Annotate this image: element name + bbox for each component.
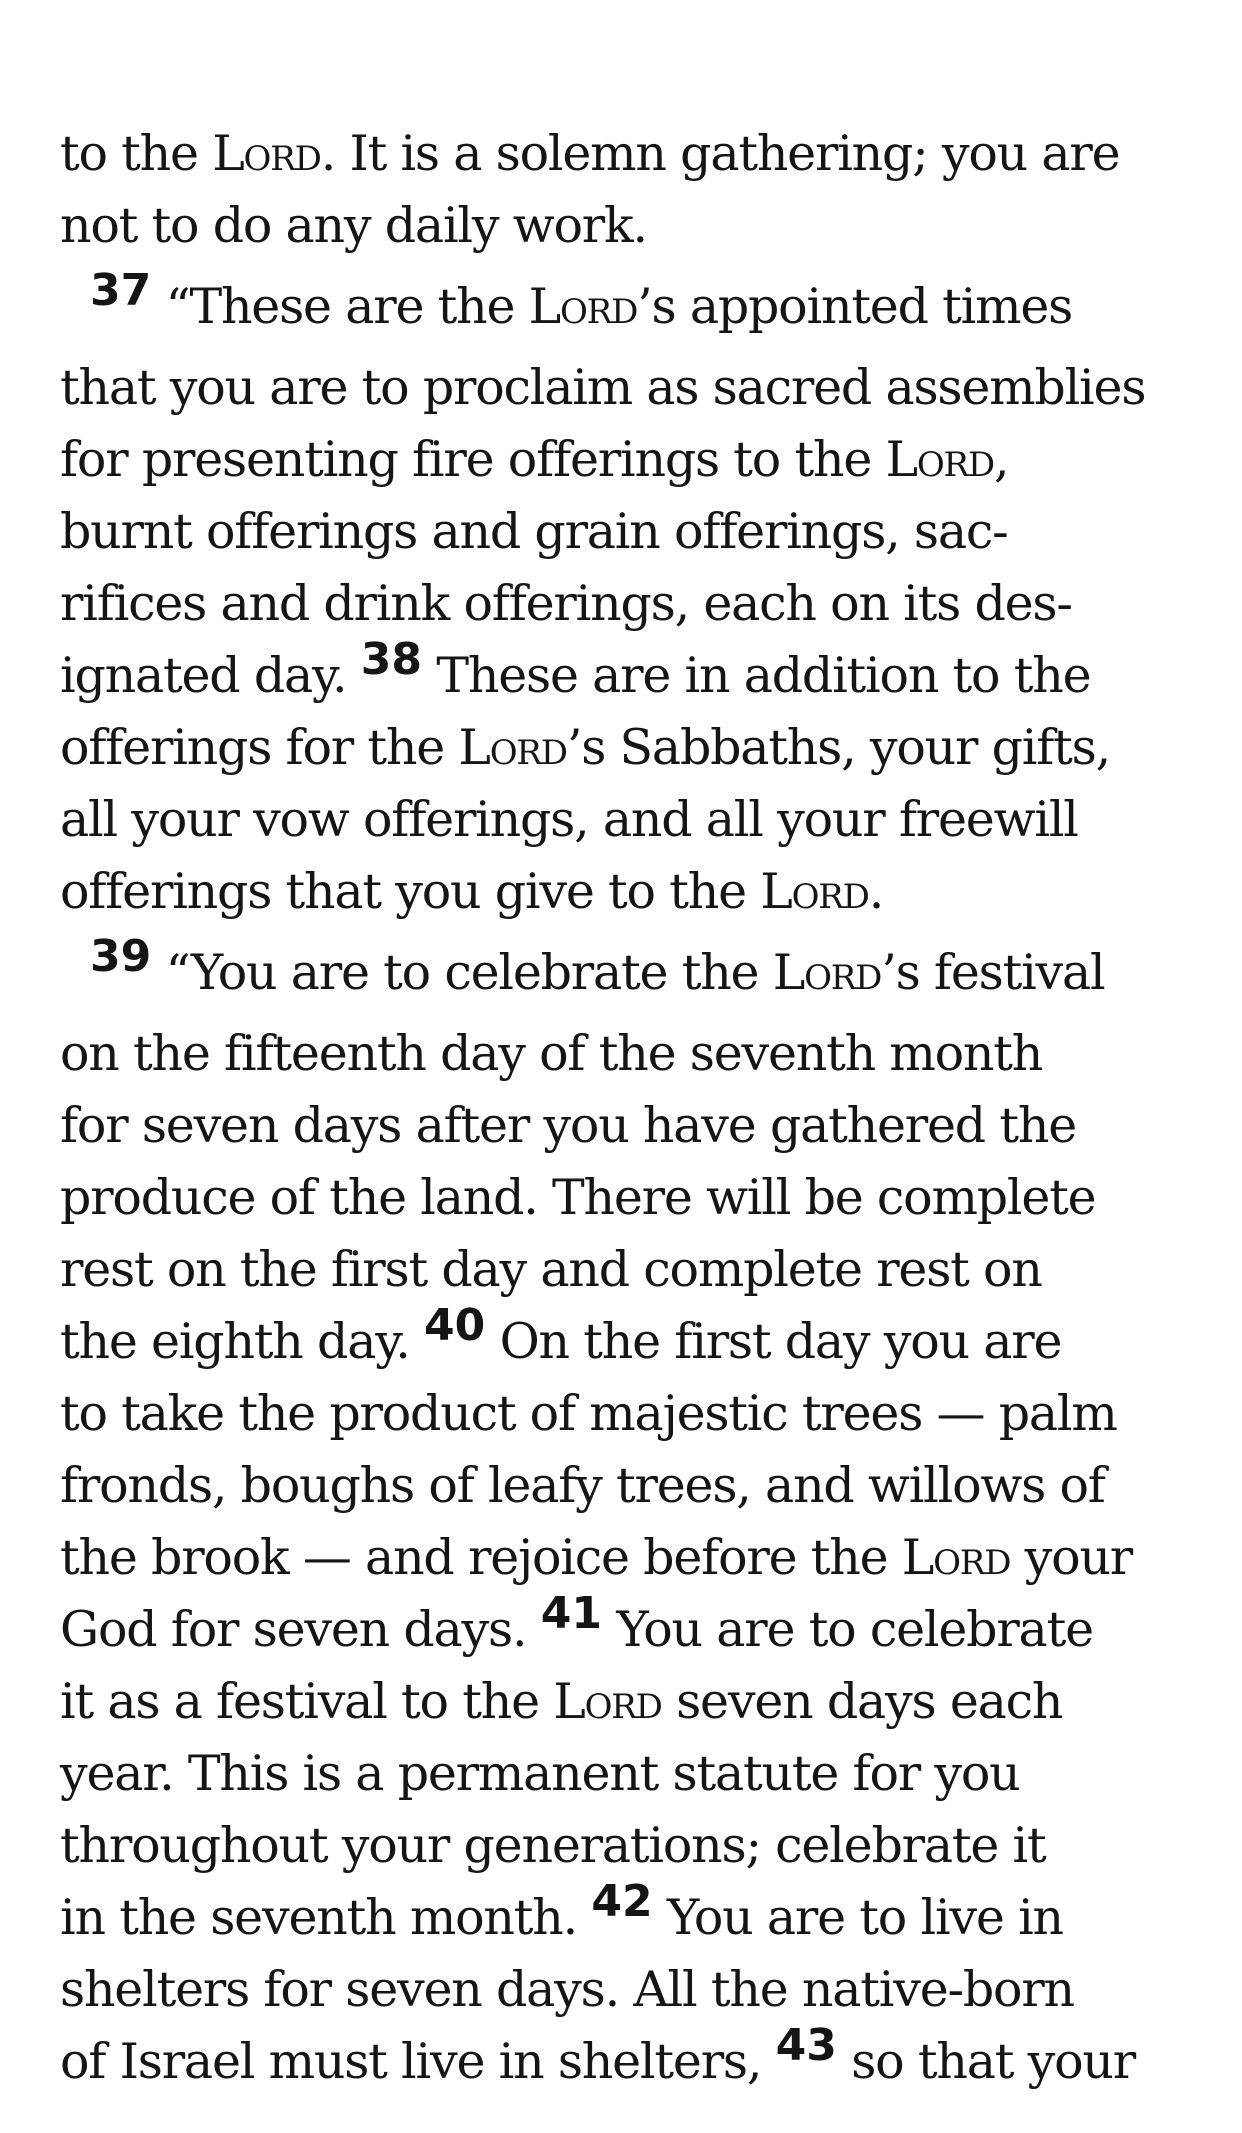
- verse-text: God for seven days.: [60, 1601, 541, 1658]
- verse-text: .: [868, 863, 884, 920]
- verse-text: offerings that you give to the: [60, 863, 761, 920]
- text-line: [60, 1162, 1210, 1234]
- verse-text: throughout your generations; celebrate it: [60, 1817, 1046, 1874]
- verse-text: the brook — and rejoice before the: [60, 1529, 902, 1586]
- text-line: [60, 496, 1210, 568]
- divine-name-small-caps: Lord: [212, 125, 321, 182]
- verse-text: ’s Sabbaths, your gifts,: [566, 719, 1110, 776]
- text-line: [60, 1450, 1210, 1522]
- verse-text: seven days each: [661, 1673, 1063, 1730]
- text-line: [60, 1588, 1210, 1666]
- divine-name-small-caps: Lord: [901, 1529, 1011, 1586]
- text-line: [60, 856, 1210, 928]
- text-line: [60, 1876, 1210, 1954]
- text-line: [60, 1738, 1210, 1810]
- paragraph-first-line: [60, 262, 1210, 352]
- scripture-text-column: [60, 118, 1210, 2098]
- text-line: [60, 712, 1210, 784]
- verse-text: for seven days after you have gathered the: [60, 1097, 1076, 1154]
- verse-text: “You are to celebrate the: [151, 944, 773, 1001]
- verse-text: for presenting fire offerings to the: [60, 431, 886, 488]
- verse-text: “These are the: [151, 278, 529, 335]
- verse-text: offerings for the: [60, 719, 459, 776]
- text-line: [60, 2020, 1210, 2098]
- verse-text: not to do any daily work.: [60, 197, 647, 254]
- verse-text: of Israel must live in shelters,: [60, 2033, 776, 2090]
- verse-text: ’s festival: [881, 944, 1105, 1001]
- verse-text: your: [1010, 1529, 1133, 1586]
- verse-text: to the: [60, 125, 213, 182]
- divine-name-small-caps: Lord: [553, 1673, 662, 1730]
- verse-text: that you are to proclaim as sacred assemblies: [60, 359, 1146, 416]
- verse-text: rifices and drink offerings, each on its des-: [60, 575, 1072, 632]
- text-line: [60, 424, 1210, 496]
- verse-text: year. This is a permanent statute for you: [60, 1745, 1020, 1802]
- verse-number: 43: [775, 2020, 837, 2071]
- verse-text: rest on the first day and complete rest on: [60, 1241, 1042, 1298]
- text-line: [60, 1090, 1210, 1162]
- verse-text: fronds, boughs of leafy trees, and willows of: [60, 1457, 1105, 1514]
- verse-number: 39: [90, 931, 152, 982]
- divine-name-small-caps: Lord: [458, 719, 567, 776]
- paragraph-first-line: [60, 928, 1210, 1018]
- verse-text: all your vow offerings, and all your freewill: [60, 791, 1078, 848]
- text-line: [60, 1522, 1210, 1594]
- verse-text: shelters for seven days. All the native-born: [60, 1961, 1074, 2018]
- verse-text: burnt offerings and grain offerings, sac-: [60, 503, 1008, 560]
- verse-text: to take the product of majestic trees — palm: [60, 1385, 1117, 1442]
- text-line: [60, 352, 1210, 424]
- text-line: [60, 1234, 1210, 1306]
- verse-text: in the seventh month.: [60, 1889, 592, 1946]
- verse-text: the eighth day.: [60, 1313, 424, 1370]
- verse-text: . It is a solemn gathering; you are: [320, 125, 1120, 182]
- text-line: [60, 634, 1210, 712]
- verse-text: on the fifteenth day of the seventh month: [60, 1025, 1043, 1082]
- verse-text: it as a festival to the: [60, 1673, 554, 1730]
- verse-text: so that your: [836, 2033, 1135, 2090]
- verse-number: 41: [540, 1588, 602, 1639]
- divine-name-small-caps: Lord: [772, 944, 882, 1001]
- verse-number: 38: [360, 634, 422, 685]
- text-line: [60, 568, 1210, 640]
- text-line: [60, 1018, 1210, 1090]
- verse-text: ,: [993, 431, 1009, 488]
- divine-name-small-caps: Lord: [760, 863, 869, 920]
- verse-text: ignated day.: [60, 647, 361, 704]
- text-line: [60, 1300, 1210, 1378]
- divine-name-small-caps: Lord: [528, 278, 638, 335]
- verse-text: You are to celebrate: [601, 1601, 1093, 1658]
- verse-text: These are in addition to the: [421, 647, 1091, 704]
- text-line: [60, 784, 1210, 856]
- text-line: [60, 1378, 1210, 1450]
- verse-number: 42: [591, 1876, 653, 1927]
- divine-name-small-caps: Lord: [885, 431, 994, 488]
- verse-text: produce of the land. There will be complete: [60, 1169, 1096, 1226]
- verse-text: ’s appointed times: [637, 278, 1073, 335]
- text-line: [60, 190, 1210, 262]
- verse-number: 40: [423, 1300, 486, 1351]
- text-line: [60, 118, 1210, 190]
- verse-text: You are to live in: [652, 1889, 1063, 1946]
- text-line: [60, 1666, 1210, 1738]
- verse-number: 37: [90, 265, 152, 316]
- text-line: [60, 1810, 1210, 1882]
- verse-text: On the first day you are: [485, 1313, 1062, 1370]
- text-line: [60, 1954, 1210, 2026]
